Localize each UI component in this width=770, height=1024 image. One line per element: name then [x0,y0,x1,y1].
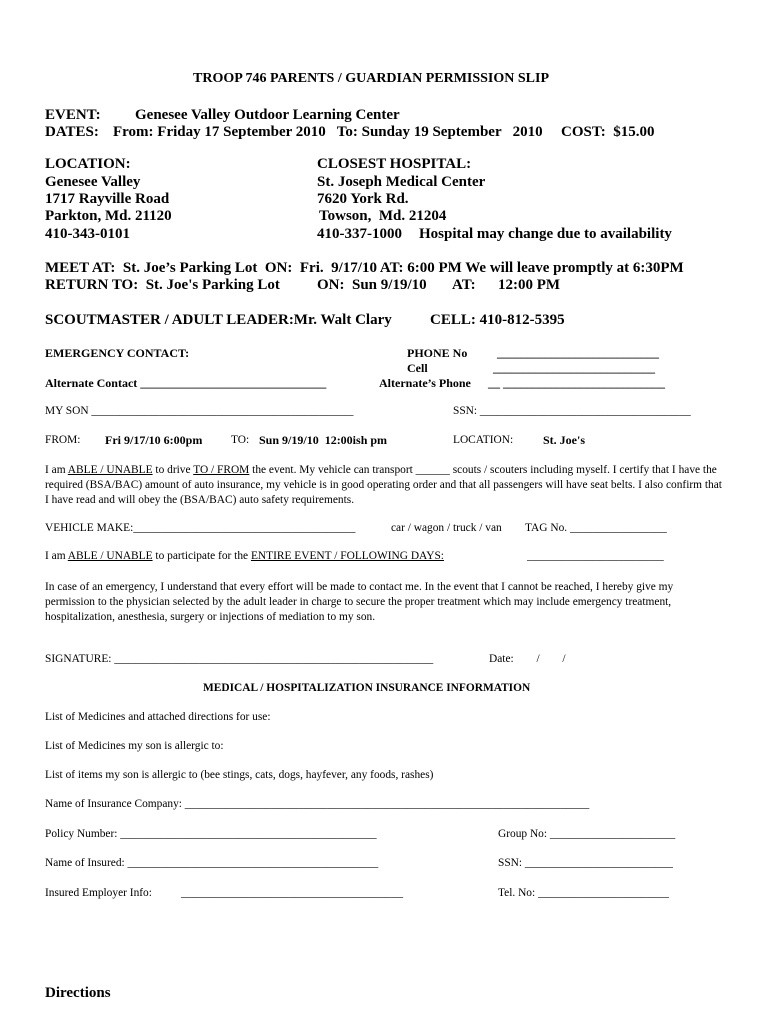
scoutmaster-cell: CELL: 410-812-5395 [430,312,565,328]
return-time: 12:00 PM [498,277,561,293]
son-name-field[interactable]: MY SON ______________________________________________ [45,405,354,417]
location-line: Genesee Valley [45,174,141,190]
phone-field[interactable]: ___________________________ [497,346,659,360]
hospital-label: CLOSEST HOSPITAL: [317,156,472,172]
phone-label: PHONE No [407,346,468,360]
following-days-field[interactable]: ________________________ [527,550,664,562]
participate-line: I am ABLE / UNABLE to participate for the ENTIRE EVENT / FOLLOWING DAYS: [45,550,444,562]
alternate-contact-field[interactable]: Alternate Contact _______________________________ [45,376,327,390]
trip-location-value: St. Joe's [543,433,585,447]
cell-label: Cell [407,361,428,375]
location-line: Parkton, Md. 21120 [45,208,172,224]
location-label: LOCATION: [45,156,131,172]
emergency-paragraph: In case of an emergency, I understand that every effort will be made to contact me. In the event that I cannot be reached, I hereby give my permission to the physician selected by the adult leader in charge to secure the proper treatment which may include emergency treatment, hospitalization, anesthesia, surgery or injections of mediation to my son. [45,581,674,623]
able-unable-drive[interactable]: ABLE / UNABLE [67,464,153,476]
allergic-items-label: List of items my son is allergic to (bee stings, cats, dogs, hayfever, any foods, rashes) [45,769,434,781]
event-label: EVENT: [45,107,101,123]
able-unable-participate[interactable]: ABLE / UNABLE [67,550,153,562]
tag-field[interactable]: TAG No. _________________ [525,522,667,534]
return-label: RETURN TO: St. Joe's Parking Lot [45,277,280,293]
to-from-option[interactable]: TO / FROM [193,464,250,476]
employer-label: Insured Employer Info: [45,887,152,899]
signature-field[interactable]: SIGNATURE: ________________________________________________________ [45,653,434,665]
emergency-contact-label: EMERGENCY CONTACT: [45,346,190,360]
trip-location-label: LOCATION: [453,434,514,446]
scoutmaster: SCOUTMASTER / ADULT LEADER:Mr. Walt Clary [45,312,392,328]
tel-field[interactable]: Tel. No: _______________________ [498,887,670,899]
insured-ssn-field[interactable]: SSN: __________________________ [498,857,673,869]
allergic-medicines-label: List of Medicines my son is allergic to: [45,740,224,752]
medical-section-title: MEDICAL / HOSPITALIZATION INSURANCE INFORMATION [203,682,531,694]
employer-field[interactable]: _______________________________________ [181,887,404,899]
medicines-label: List of Medicines and attached directions for use: [45,711,271,723]
insured-name-field[interactable]: Name of Insured: ____________________________________________ [45,857,379,869]
from-value: Fri 9/17/10 6:00pm [105,433,203,447]
meet-line: MEET AT: St. Joe’s Parking Lot ON: Fri. 9/17/10 AT: 6:00 PM We will leave promptly at 6:30PM [45,260,684,276]
alternate-phone-field[interactable]: __ ___________________________ [488,376,665,390]
to-label: TO: [231,434,250,446]
drive-paragraph: I am ABLE / UNABLE to drive TO / FROM the event. My vehicle can transport ______ scouts / scouters including myself. I certify that I have the required (BSA/BAC) amount of auto insurance, my vehicle is in good operating order and that all passengers will have seat belts. I also confirm that I have read and will obey the (BSA/BAC) auto safety requirements. [45,464,722,506]
return-on: ON: Sun 9/19/10 [317,277,427,293]
date-field[interactable]: Date: / / [489,653,566,665]
form-title: TROOP 746 PARENTS / GUARDIAN PERMISSION SLIP [193,71,550,86]
alternate-phone-label: Alternate’s Phone [379,376,471,390]
hospital-note: Hospital may change due to availability [419,226,672,242]
entire-event-option[interactable]: ENTIRE EVENT / FOLLOWING DAYS: [250,550,444,562]
hospital-line: 410-337-1000 [317,226,402,242]
event-value: Genesee Valley Outdoor Learning Center [135,107,400,123]
son-ssn-field[interactable]: SSN: _____________________________________ [453,405,691,417]
dates-value: From: Friday 17 September 2010 To: Sunday 19 September 2010 [113,124,543,140]
to-value: Sun 9/19/10 12:00ish pm [259,433,388,447]
hospital-line: 7620 York Rd. [317,191,409,207]
policy-number-field[interactable]: Policy Number: _____________________________________________ [45,828,377,840]
insurance-company-field[interactable]: Name of Insurance Company: _______________________________________________________________________ [45,798,590,810]
cell-field[interactable]: ___________________________ [493,361,655,375]
vehicle-make-field[interactable]: VEHICLE MAKE:_______________________________________ [45,522,356,534]
cost: COST: $15.00 [561,124,655,140]
vehicle-type: car / wagon / truck / van [391,522,502,534]
directions-heading: Directions [45,985,111,1001]
dates-label: DATES: [45,124,99,140]
return-at: AT: [452,277,476,293]
location-line: 1717 Rayville Road [45,191,170,207]
location-line: 410-343-0101 [45,226,130,242]
hospital-line: St. Joseph Medical Center [317,174,486,190]
group-number-field[interactable]: Group No: ______________________ [498,828,676,840]
from-label: FROM: [45,434,81,446]
hospital-line: Towson, Md. 21204 [319,208,447,224]
